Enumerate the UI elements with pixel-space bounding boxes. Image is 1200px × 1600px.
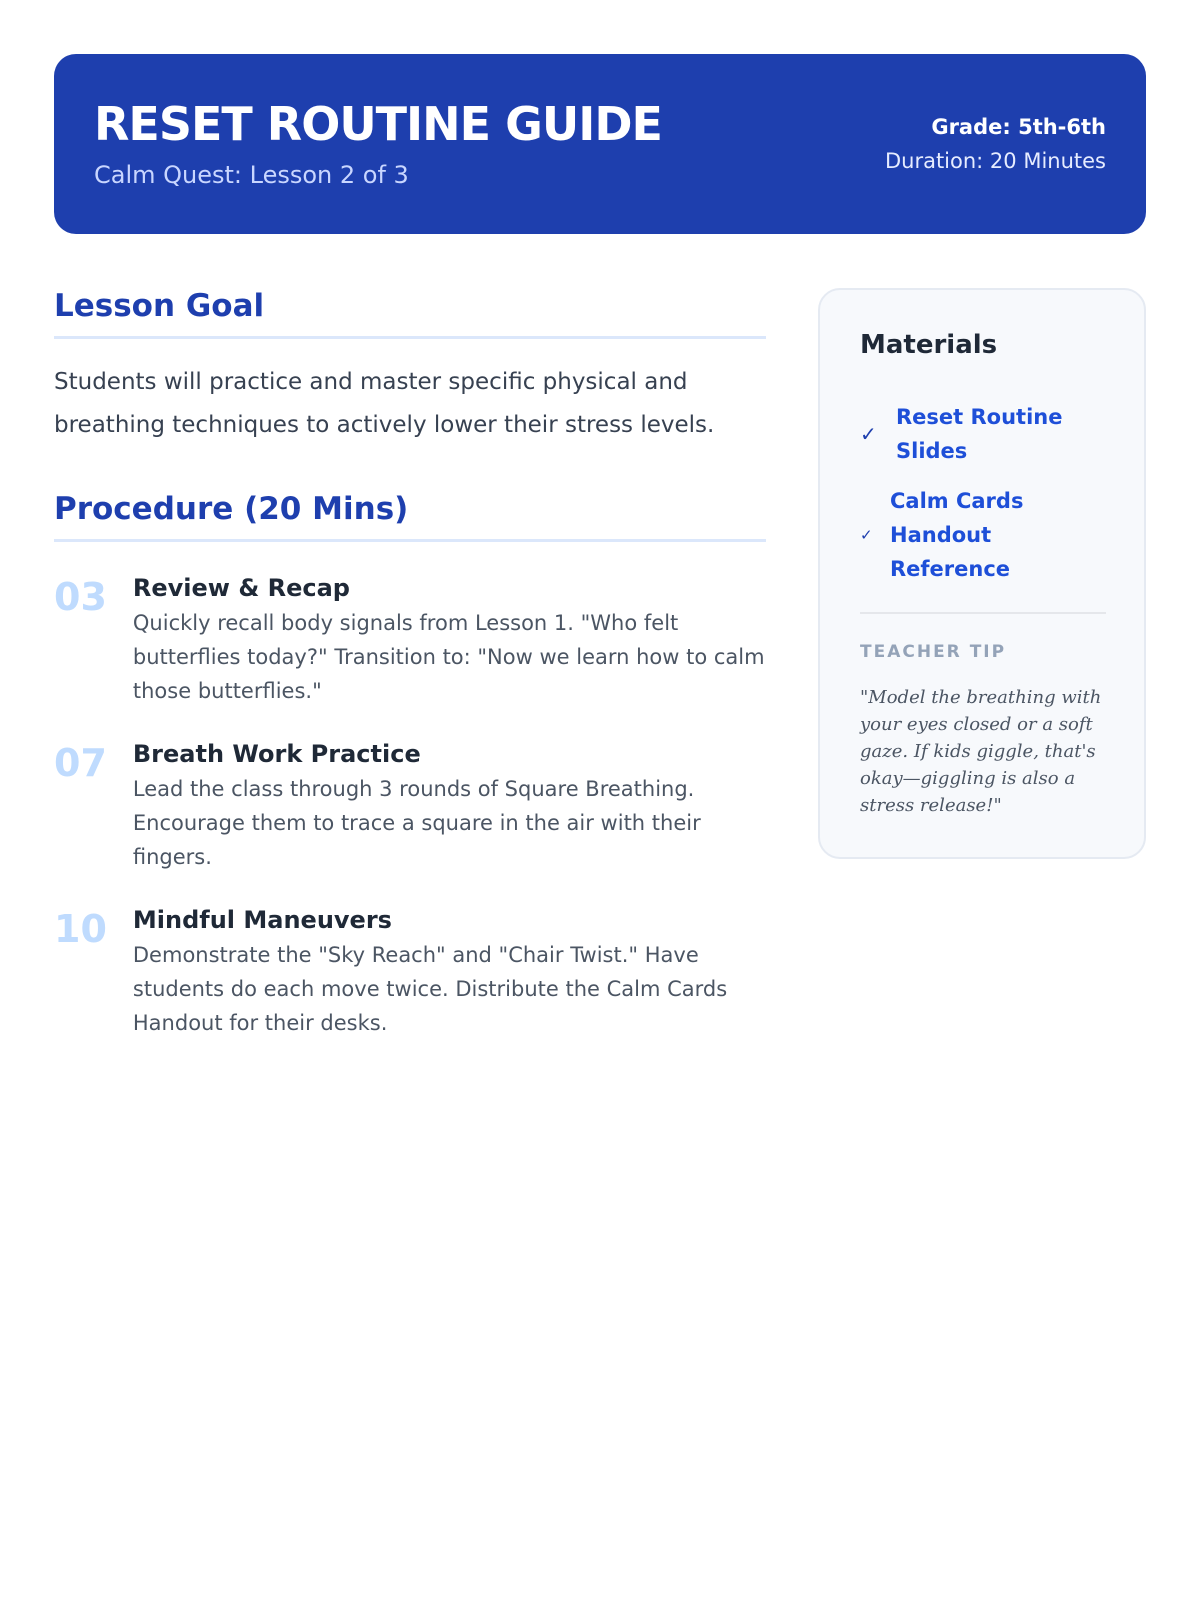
divider	[860, 612, 1106, 614]
teacher-tip-label: TEACHER TIP	[860, 642, 1007, 662]
materials-card	[818, 288, 1146, 859]
sidebar	[818, 288, 1146, 1070]
procedure-step	[54, 572, 766, 708]
materials-list	[860, 400, 1106, 586]
content-area	[54, 288, 1146, 1070]
header-left	[94, 96, 662, 190]
materials-heading: Materials	[860, 330, 998, 360]
main-column	[54, 288, 766, 1070]
material-item	[860, 400, 1106, 468]
grade-label: Grade: 5th-6th	[931, 115, 1106, 139]
step-description: Demonstrate the "Sky Reach" and "Chair Twist." Have students do each move twice. Distribute the Calm Cards Handout for their desks.	[132, 943, 728, 1035]
step-title: Review & Recap	[132, 574, 350, 602]
page-title: RESET ROUTINE GUIDE	[94, 96, 662, 151]
step-body	[133, 572, 766, 708]
step-title: Mindful Maneuvers	[132, 906, 392, 934]
teacher-tip-text: "Model the breathing with your eyes closed or a soft gaze. If kids giggle, that's okay—giggling is also a stress release!"	[860, 687, 1102, 816]
step-body	[133, 904, 766, 1040]
step-number: 10	[54, 907, 107, 951]
header-meta	[885, 110, 1106, 178]
duration-label: Duration: 20 Minutes	[884, 149, 1106, 173]
lesson-goal-heading: Lesson Goal	[54, 288, 766, 339]
procedure-step	[54, 904, 766, 1040]
step-number: 03	[54, 575, 107, 619]
lesson-goal-text: Students will practice and master specific physical and breathing techniques to actively lower their stress levels.	[54, 369, 715, 438]
material-label: Calm Cards Handout Reference	[890, 489, 1024, 581]
page-subtitle: Calm Quest: Lesson 2 of 3	[94, 161, 409, 190]
procedure-heading: Procedure (20 Mins)	[54, 491, 766, 542]
step-number: 07	[54, 741, 107, 785]
procedure-steps	[54, 572, 766, 1040]
check-icon: ✓	[860, 423, 877, 446]
step-body	[133, 738, 766, 874]
material-label: Reset Routine Slides	[896, 405, 1063, 463]
step-description: Quickly recall body signals from Lesson 1. "Who felt butterflies today?" Transition to: "Now we learn how to calm those butterflies."	[132, 611, 765, 703]
material-item	[860, 484, 1106, 586]
procedure-step	[54, 738, 766, 874]
step-title: Breath Work Practice	[132, 740, 421, 768]
step-description: Lead the class through 3 rounds of Square Breathing. Encourage them to trace a square in the air with their fingers.	[132, 777, 701, 869]
check-icon: ✓	[860, 527, 873, 544]
header-banner	[54, 54, 1146, 234]
